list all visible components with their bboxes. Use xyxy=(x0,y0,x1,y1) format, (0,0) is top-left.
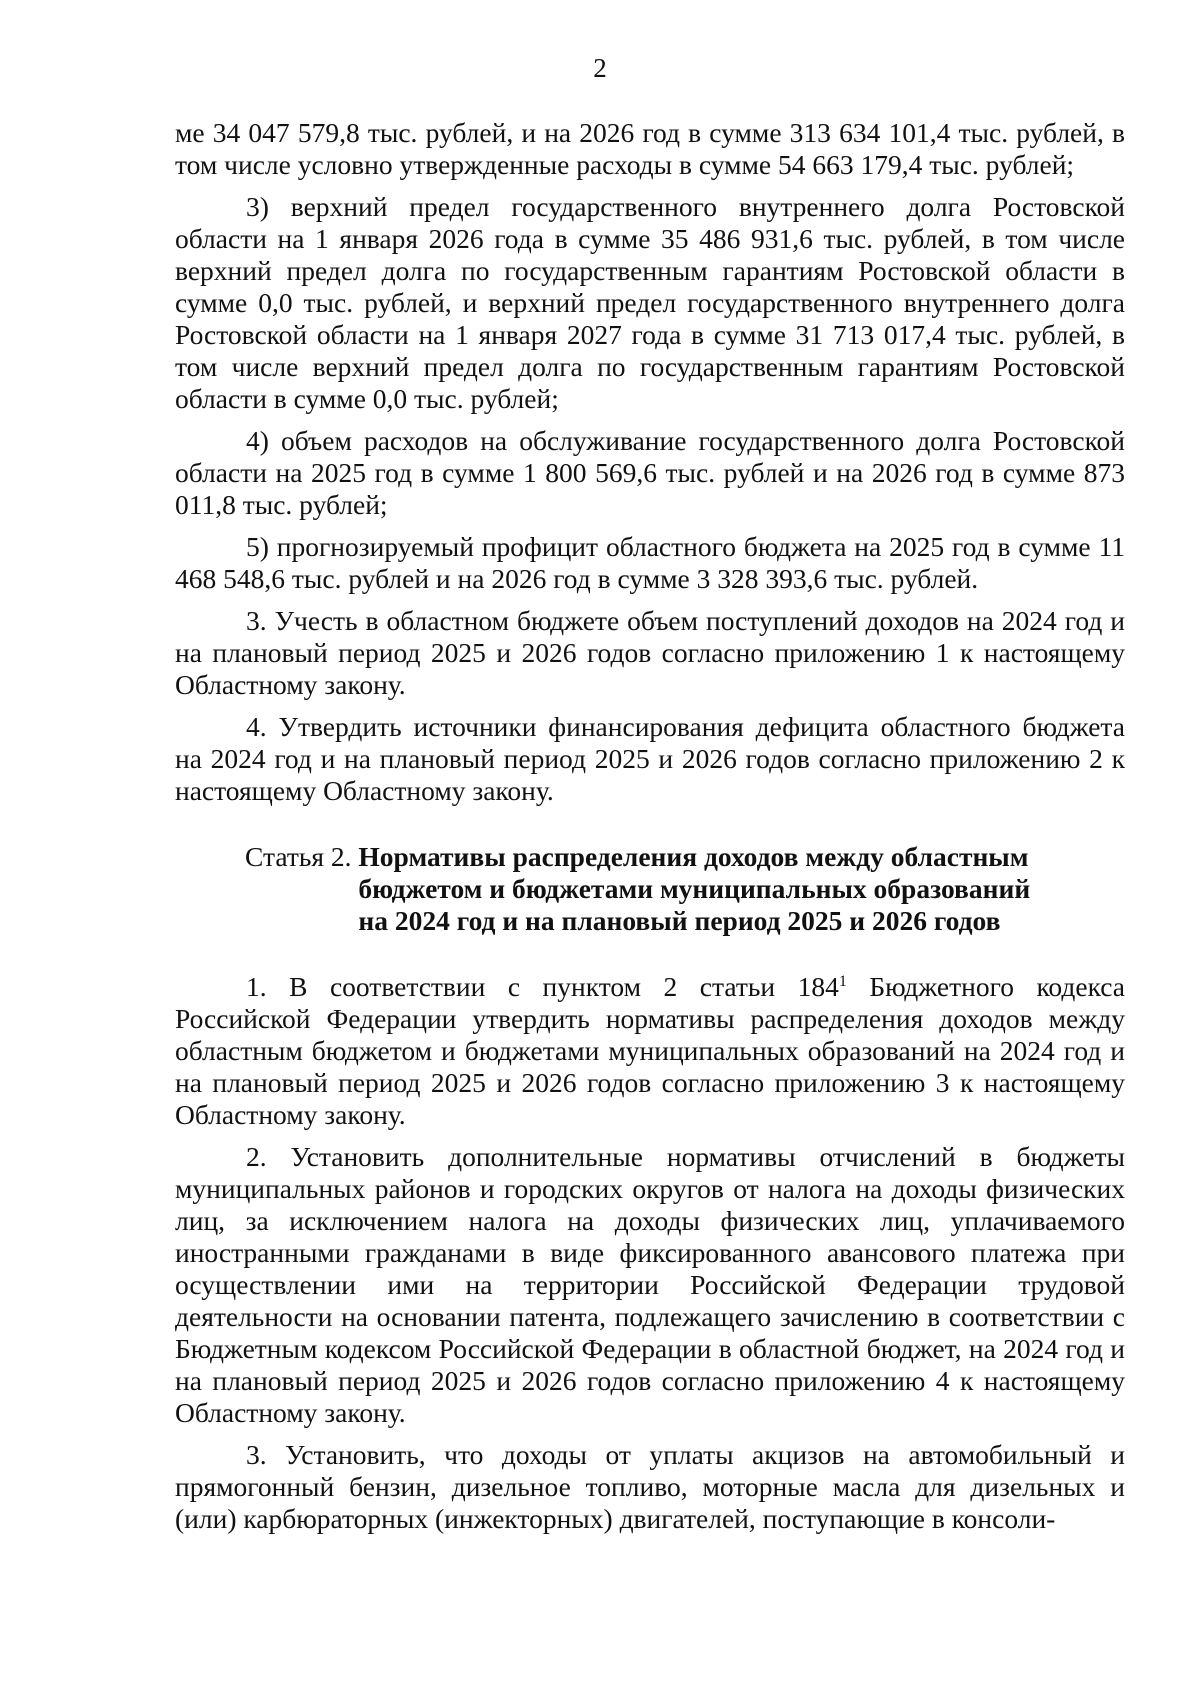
paragraph: 5) прогнозируемый профицит областного бюджета на 2025 год в сумме 11 468 548,6 тыс. рублей и на 2026 год в сумме 3 328 393,6 тыс. рублей. xyxy=(175,531,1125,594)
paragraph: 3. Установить, что доходы от уплаты акцизов на автомобильный и прямогонный бензин, дизельное топливо, моторные масла для дизельных и (или) карбюраторных (инжекторных) двигателей, поступающие в консоли- xyxy=(175,1439,1125,1534)
paragraph: 4. Утвердить источники финансирования дефицита областного бюджета на 2024 год и на плановый период 2025 и 2026 годов согласно приложению 2 к настоящему Областному закону. xyxy=(175,711,1125,806)
paragraph: 3) верхний предел государственного внутреннего долга Ростовской области на 1 января 2026 года в сумме 35 486 931,6 тыс. рублей, в том числе верхний предел долга по государственным гарантиям Ростовской области в сумме 0,0 тыс. рублей, и верхний предел государственного внутреннего долга Ростовской области на 1 января 2027 года в сумме 31 713 017,4 тыс. рублей, в том числе верхний предел долга по государственным гарантиям Ростовской области в сумме 0,0 тыс. рублей; xyxy=(175,191,1125,414)
paragraphs-before xyxy=(175,117,1125,807)
article-paragraph-1 xyxy=(175,971,1125,1131)
article-heading xyxy=(245,841,1125,937)
page-number: 2 xyxy=(593,53,607,83)
paragraph-text: 1. В соответствии с пунктом 2 статьи 184 xyxy=(246,971,839,1002)
document-body xyxy=(175,117,1125,1545)
paragraph: ме 34 047 579,8 тыс. рублей, и на 2026 год в сумме 313 634 101,4 тыс. рублей, в том числе условно утвержденные расходы в сумме 54 663 179,4 тыс. рублей; xyxy=(175,117,1125,180)
paragraph-text: Бюджетного кодекса Российской Федерации утвердить нормативы распределения доходов между областным бюджетом и бюджетами муниципальных образований на 2024 год и на плановый период 2025 и 2026 годов согласно приложению 3 к настоящему Областному закону. xyxy=(175,971,1125,1130)
article-number: Статья 2. xyxy=(245,841,359,872)
superscript: 1 xyxy=(838,972,847,990)
paragraph: 3. Учесть в областном бюджете объем поступлений доходов на 2024 год и на плановый период 2025 и 2026 годов согласно приложению 1 к настоящему Областному закону. xyxy=(175,605,1125,700)
article-title-line: Нормативы распределения доходов между областным xyxy=(358,841,1029,872)
paragraphs-after xyxy=(175,1141,1125,1535)
article-title xyxy=(358,841,1030,937)
article-title-line: на 2024 год и на плановый период 2025 и 2026 годов xyxy=(358,905,1001,936)
paragraph: 4) объем расходов на обслуживание государственного долга Ростовской области на 2025 год в сумме 1 800 569,6 тыс. рублей и на 2026 год в сумме 873 011,8 тыс. рублей; xyxy=(175,425,1125,520)
article-title-line: бюджетом и бюджетами муниципальных образований xyxy=(358,873,1031,904)
paragraph: 2. Установить дополнительные нормативы отчислений в бюджеты муниципальных районов и городских округов от налога на доходы физических лиц, за исключением налога на доходы физических лиц, уплачиваемого иностранными гражданами в виде фиксированного авансового платежа при осуществлении ими на территории Российской Федерации трудовой деятельности на основании патента, подлежащего зачислению в соответствии с Бюджетным кодексом Российской Федерации в областной бюджет, на 2024 год и на плановый период 2025 и 2026 годов согласно приложению 4 к настоящему Областному закону. xyxy=(175,1141,1125,1428)
